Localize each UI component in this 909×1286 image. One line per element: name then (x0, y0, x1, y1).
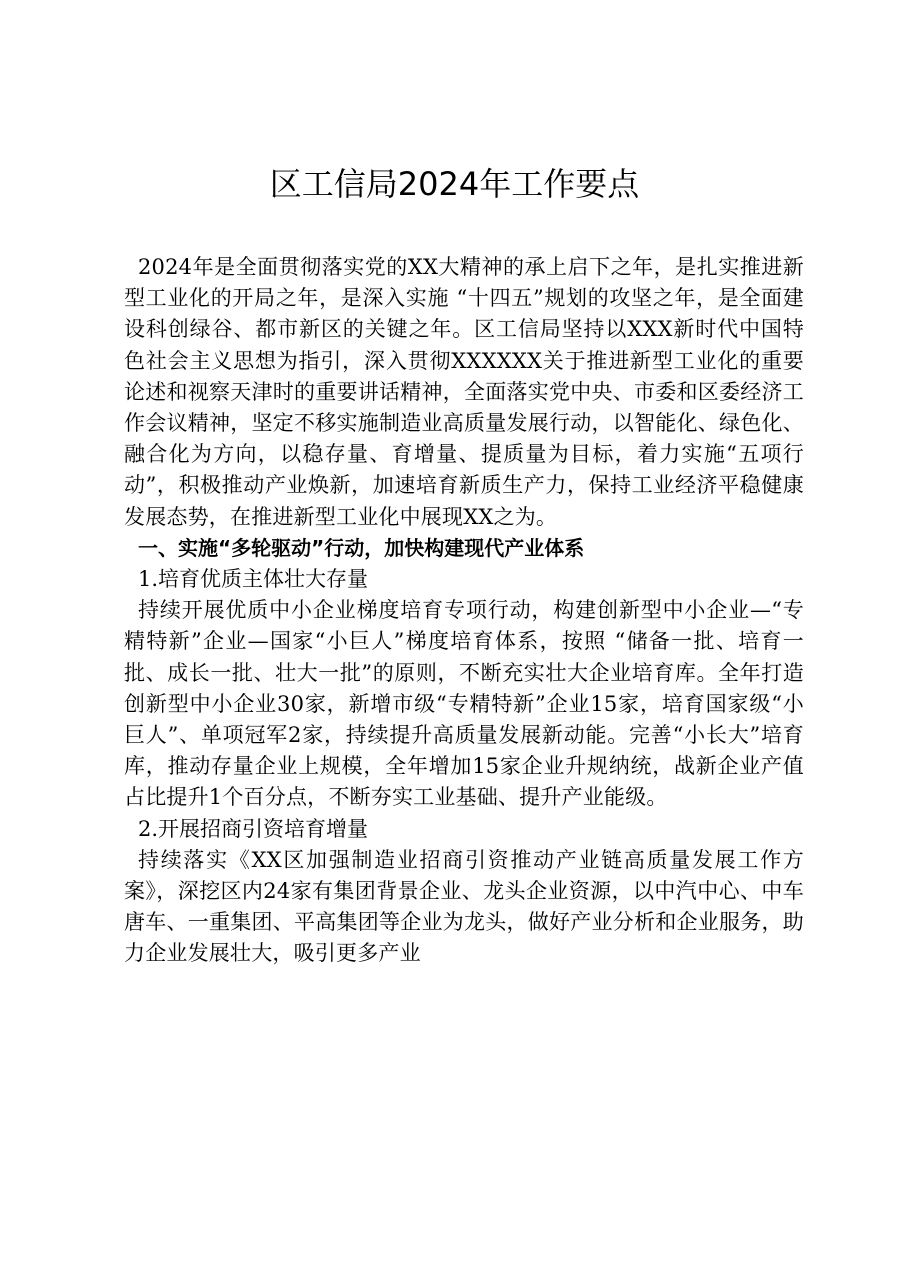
document-body (124, 252, 804, 970)
section-1-heading: 一、实施“多轮驱动”行动，加快构建现代产业体系 (138, 535, 585, 560)
item-1-heading: 1.培育优质主体壮大存量 (138, 567, 369, 592)
item-1-paragraph: 持续开展优质中小企业梯度培育专项行动，构建创新型中小企业—“专精特新”企业—国家“小巨人”梯度培育体系，按照 “储备一批、培育一批、成长一批、壮大一批”的原则，不断充实壮大企业培育库。全年打造创新型中小企业30家，新增市级“专精特新”企业15家，培育国家级“小巨人”、单项冠军2家，持续提升高质量发展新动能。完善“小长大”培育库，推动存量企业上规模，全年增加15家企业升规纳统，战新企业产值占比提升1个百分点，不断夯实工业基础、提升产业能级。 (124, 598, 804, 810)
item-2-paragraph: 持续落实《XX区加强制造业招商引资推动产业链高质量发展工作方案》，深挖区内24家有集团背景企业、龙头企业资源，以中汽中心、中车唐车、一重集团、平高集团等企业为龙头，做好产业分析和企业服务，助力企业发展壮大，吸引更多产业 (124, 847, 804, 966)
item-2-heading: 2.开展招商引资培育增量 (138, 816, 369, 841)
document-title: 区工信局2024年工作要点 (269, 165, 640, 203)
intro-paragraph: 2024年是全面贯彻落实党的XX大精神的承上启下之年，是扎实推进新型工业化的开局之年，是深入实施 “十四五”规划的攻坚之年，是全面建设科创绿谷、都市新区的关键之年。区工信局坚持以XXX新时代中国特色社会主义思想为指引，深入贯彻XXXXXX关于推进新型工业化的重要论述和视察天津时的重要讲话精神，全面落实党中央、市委和区委经济工作会议精神，坚定不移实施制造业高质量发展行动，以智能化、绿色化、融合化为方向，以稳存量、育增量、提质量为目标，着力实施“五项行动”，积极推动产业焕新，加速培育新质生产力，保持工业经济平稳健康发展态势，在推进新型工业化中展现XX之为。 (124, 255, 804, 529)
